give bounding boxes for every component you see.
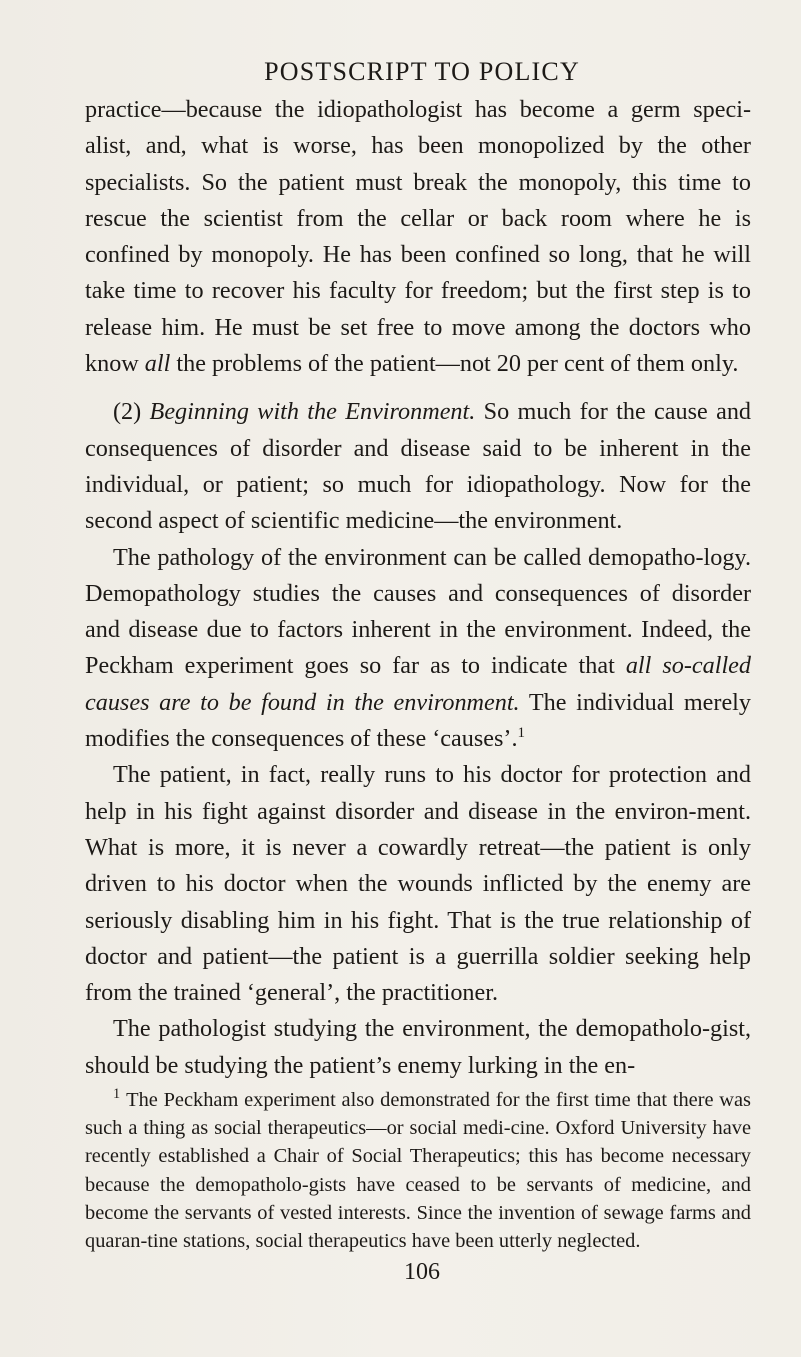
text-run: the problems of the patient—not 20 per cent of them only. — [170, 350, 739, 378]
text-run: The pathologist studying the environment, the demopatholo-gist, should be studying the patient’s enemy lurking in the en- — [85, 1015, 751, 1079]
text-run: The individual merely modifies the consequences of these ‘causes’. — [85, 688, 751, 753]
footnote-body: The Peckham experiment also demonstrated for the first time that there was such a thing as social therapeutics—or social medi-cine. Oxford University have recently established a Chair of Social Therapeutics; this has become necessary because the demopatholo-gists have ceased to be servants of medicine, and become the servants of vested interests. Since the invention of sewage farms and quaran-tine stations, social therapeutics have been utterly neglected. — [85, 1089, 751, 1253]
paragraph-5 — [85, 1011, 751, 1084]
paragraph-2 — [85, 394, 751, 539]
text-run: The pathology of the environment can be called demopatho-logy. Demopathology studies the causes and consequences of disorder and disease due to factors inherent in the environment. Indeed, the Peckham experiment goes so far as to indicate that — [85, 543, 751, 680]
italic-run: all — [144, 350, 171, 378]
text-run: The patient, in fact, really runs to his doctor for protection and help in his fight against disorder and disease in the environ-ment. What is more, it is never a cowardly retreat—the patient is only driven to his doctor when the wounds inflicted by the enemy are seriously disabling him in his fight. That is the true relationship of doctor and patient—the patient is a guerrilla soldier seeking help from the trained ‘general’, the practitioner. — [85, 761, 751, 1007]
paragraph-4 — [85, 757, 751, 1011]
page-number: 106 — [404, 1259, 440, 1286]
paragraph-1 — [85, 92, 751, 382]
footnote-text — [85, 1086, 751, 1255]
italic-run: all so-called causes are to be found in the environment. — [85, 652, 751, 716]
text-run: practice—because the idiopathologist has become a germ speci-alist, and, what is worse, has been monopolized by the other specialists. So the patient must break the monopoly, this time to rescue the scientist from the cellar or back room where he is confined by monopoly. He has been confined so long, that he will take time to recover his faculty for freedom; but the first step is to release him. He must be set free to move among the doctors who know — [85, 96, 751, 378]
body-text — [85, 92, 751, 1084]
section-heading: Beginning with the Environment. — [149, 398, 476, 426]
footnote-marker: 1 — [113, 1086, 121, 1103]
text-run: So much for the cause and consequences of disorder and disease said to be inherent in the individual, or patient; so much for idiopathology. Now for the second aspect of scientific medicine—the environment. — [85, 398, 752, 535]
text-run: (2) — [113, 398, 150, 426]
running-head: POSTSCRIPT TO POLICY — [264, 57, 580, 86]
footnote — [85, 1086, 751, 1255]
footnote-reference[interactable]: 1 — [517, 724, 526, 741]
paragraph-3 — [85, 540, 751, 758]
